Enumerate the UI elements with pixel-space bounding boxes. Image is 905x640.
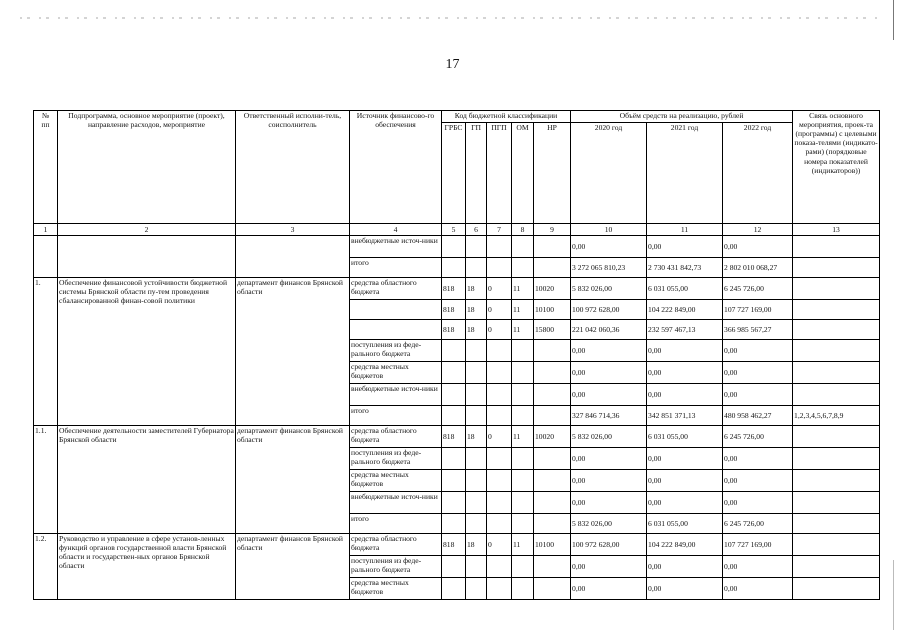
kbk-pgp: 0 bbox=[487, 278, 512, 300]
table-body bbox=[34, 236, 880, 600]
amount-y2020: 0,00 bbox=[571, 470, 647, 492]
column-number-cell: 10 bbox=[571, 224, 647, 236]
table-row bbox=[34, 278, 880, 300]
kbk-nr: 10100 bbox=[534, 300, 571, 320]
amount-y2021: 342 851 371,13 bbox=[647, 406, 723, 426]
kbk-grbs bbox=[442, 406, 466, 426]
column-number-cell: 4 bbox=[350, 224, 442, 236]
kbk-gp bbox=[466, 492, 487, 514]
amount-y2022: 0,00 bbox=[723, 448, 793, 470]
kbk-gp bbox=[466, 258, 487, 278]
amount-y2022: 0,00 bbox=[723, 340, 793, 362]
kbk-pgp bbox=[487, 236, 512, 258]
kbk-grbs: 818 bbox=[442, 278, 466, 300]
funding-source: средства областного бюджета bbox=[350, 534, 442, 556]
column-number-cell: 7 bbox=[487, 224, 512, 236]
funding-source: внебюджетные источ-ники bbox=[350, 236, 442, 258]
page-number: 17 bbox=[445, 57, 460, 72]
amount-y2021: 0,00 bbox=[647, 362, 723, 384]
indicator-link bbox=[793, 362, 880, 384]
column-number-cell: 5 bbox=[442, 224, 466, 236]
amount-y2022: 0,00 bbox=[723, 578, 793, 600]
funding-source: итого bbox=[350, 406, 442, 426]
amount-y2021: 0,00 bbox=[647, 236, 723, 258]
amount-y2022: 366 985 567,27 bbox=[723, 320, 793, 340]
kbk-nr bbox=[534, 258, 571, 278]
amount-y2020: 0,00 bbox=[571, 578, 647, 600]
kbk-nr bbox=[534, 340, 571, 362]
amount-y2022: 0,00 bbox=[723, 492, 793, 514]
amount-y2021: 0,00 bbox=[647, 578, 723, 600]
table-row bbox=[34, 236, 880, 258]
kbk-om bbox=[512, 578, 534, 600]
kbk-pgp bbox=[487, 362, 512, 384]
kbk-nr bbox=[534, 406, 571, 426]
kbk-pgp: 0 bbox=[487, 534, 512, 556]
kbk-pgp bbox=[487, 578, 512, 600]
kbk-om bbox=[512, 556, 534, 578]
funding-source: средства областного бюджета bbox=[350, 426, 442, 448]
amount-y2022: 107 727 169,00 bbox=[723, 300, 793, 320]
kbk-pgp bbox=[487, 470, 512, 492]
kbk-grbs bbox=[442, 578, 466, 600]
kbk-gp bbox=[466, 514, 487, 534]
executor-name: департамент финансов Брянской области bbox=[236, 278, 350, 426]
scan-dashed-line bbox=[20, 15, 880, 21]
column-number-cell: 2 bbox=[58, 224, 236, 236]
kbk-gp bbox=[466, 340, 487, 362]
amount-y2022: 0,00 bbox=[723, 236, 793, 258]
funding-source: итого bbox=[350, 514, 442, 534]
amount-y2021: 6 031 055,00 bbox=[647, 278, 723, 300]
funding-source: поступления из феде-рального бюджета bbox=[350, 448, 442, 470]
kbk-grbs bbox=[442, 362, 466, 384]
kbk-om: 11 bbox=[512, 534, 534, 556]
header-nr: НР bbox=[534, 123, 571, 224]
kbk-grbs: 818 bbox=[442, 320, 466, 340]
executor-name: департамент финансов Брянской области bbox=[236, 426, 350, 534]
indicator-link bbox=[793, 448, 880, 470]
indicator-link bbox=[793, 258, 880, 278]
row-number bbox=[34, 236, 58, 278]
amount-y2020: 0,00 bbox=[571, 340, 647, 362]
column-number-cell: 3 bbox=[236, 224, 350, 236]
funding-source: поступления из феде-рального бюджета bbox=[350, 340, 442, 362]
kbk-om bbox=[512, 258, 534, 278]
table-row bbox=[34, 534, 880, 556]
column-number-cell: 9 bbox=[534, 224, 571, 236]
kbk-om bbox=[512, 448, 534, 470]
amount-y2020: 0,00 bbox=[571, 448, 647, 470]
amount-y2021: 2 730 431 842,73 bbox=[647, 258, 723, 278]
table-row bbox=[34, 426, 880, 448]
kbk-gp: 18 bbox=[466, 278, 487, 300]
kbk-om bbox=[512, 340, 534, 362]
kbk-pgp: 0 bbox=[487, 426, 512, 448]
amount-y2021: 104 222 849,00 bbox=[647, 300, 723, 320]
column-number-cell: 13 bbox=[793, 224, 880, 236]
kbk-om bbox=[512, 492, 534, 514]
amount-y2020: 0,00 bbox=[571, 384, 647, 406]
column-number-cell: 12 bbox=[723, 224, 793, 236]
row-number: 1.1. bbox=[34, 426, 58, 534]
kbk-grbs bbox=[442, 236, 466, 258]
kbk-grbs bbox=[442, 514, 466, 534]
row-number: 1.2. bbox=[34, 534, 58, 600]
amount-y2021: 0,00 bbox=[647, 448, 723, 470]
kbk-grbs bbox=[442, 470, 466, 492]
indicator-link bbox=[793, 384, 880, 406]
funding-source: средства местных бюджетов bbox=[350, 470, 442, 492]
kbk-pgp bbox=[487, 448, 512, 470]
kbk-pgp bbox=[487, 384, 512, 406]
amount-y2021: 0,00 bbox=[647, 384, 723, 406]
amount-y2021: 6 031 055,00 bbox=[647, 426, 723, 448]
indicator-link bbox=[793, 514, 880, 534]
column-number-cell: 1 bbox=[34, 224, 58, 236]
program-name: Руководство и управление в сфере установ-ленных функций органов государственной власти Брянской области и государствен-ных органов Брянской области bbox=[58, 534, 236, 600]
amount-y2020: 100 972 628,00 bbox=[571, 534, 647, 556]
funding-source: итого bbox=[350, 258, 442, 278]
kbk-nr bbox=[534, 236, 571, 258]
amount-y2022: 6 245 726,00 bbox=[723, 426, 793, 448]
amount-y2022: 2 802 010 068,27 bbox=[723, 258, 793, 278]
kbk-gp: 18 bbox=[466, 320, 487, 340]
kbk-gp: 18 bbox=[466, 300, 487, 320]
amount-y2021: 0,00 bbox=[647, 492, 723, 514]
budget-table bbox=[33, 110, 880, 600]
kbk-nr bbox=[534, 448, 571, 470]
kbk-grbs bbox=[442, 448, 466, 470]
funding-source bbox=[350, 300, 442, 320]
funding-source: средства местных бюджетов bbox=[350, 578, 442, 600]
kbk-pgp: 0 bbox=[487, 300, 512, 320]
amount-y2022: 107 727 169,00 bbox=[723, 534, 793, 556]
funding-source: поступления из феде-рального бюджета bbox=[350, 556, 442, 578]
amount-y2020: 0,00 bbox=[571, 492, 647, 514]
kbk-pgp bbox=[487, 406, 512, 426]
kbk-gp: 18 bbox=[466, 534, 487, 556]
header-kbk: Код бюджетной классификации bbox=[442, 111, 571, 123]
header-num: № пп bbox=[34, 111, 58, 224]
funding-source bbox=[350, 320, 442, 340]
kbk-om bbox=[512, 384, 534, 406]
amount-y2020: 5 832 026,00 bbox=[571, 514, 647, 534]
kbk-om bbox=[512, 362, 534, 384]
kbk-gp bbox=[466, 362, 487, 384]
kbk-om bbox=[512, 470, 534, 492]
amount-y2022: 480 958 462,27 bbox=[723, 406, 793, 426]
header-pgp: ПГП bbox=[487, 123, 512, 224]
column-number-row bbox=[34, 224, 880, 236]
kbk-nr bbox=[534, 362, 571, 384]
amount-y2022: 0,00 bbox=[723, 362, 793, 384]
funding-source: внебюджетные источ-ники bbox=[350, 384, 442, 406]
amount-y2022: 0,00 bbox=[723, 470, 793, 492]
kbk-nr: 10100 bbox=[534, 534, 571, 556]
kbk-pgp: 0 bbox=[487, 320, 512, 340]
amount-y2020: 0,00 bbox=[571, 556, 647, 578]
amount-y2021: 104 222 849,00 bbox=[647, 534, 723, 556]
indicator-link bbox=[793, 340, 880, 362]
program-name: Обеспечение деятельности заместителей Губернатора Брянской области bbox=[58, 426, 236, 534]
amount-y2020: 0,00 bbox=[571, 362, 647, 384]
amount-y2020: 3 272 065 810,23 bbox=[571, 258, 647, 278]
amount-y2020: 0,00 bbox=[571, 236, 647, 258]
kbk-om: 11 bbox=[512, 320, 534, 340]
indicator-link bbox=[793, 492, 880, 514]
amount-y2020: 327 846 714,36 bbox=[571, 406, 647, 426]
amount-y2022: 6 245 726,00 bbox=[723, 514, 793, 534]
header-executor: Ответственный исполни-тель, соисполнитель bbox=[236, 111, 350, 224]
kbk-nr bbox=[534, 578, 571, 600]
kbk-nr: 10020 bbox=[534, 278, 571, 300]
amount-y2022: 0,00 bbox=[723, 556, 793, 578]
amount-y2022: 6 245 726,00 bbox=[723, 278, 793, 300]
funding-source: внебюджетные источ-ники bbox=[350, 492, 442, 514]
indicator-link bbox=[793, 578, 880, 600]
indicator-link bbox=[793, 300, 880, 320]
executor-name bbox=[236, 236, 350, 278]
amount-y2020: 100 972 628,00 bbox=[571, 300, 647, 320]
kbk-gp bbox=[466, 384, 487, 406]
kbk-pgp bbox=[487, 556, 512, 578]
kbk-nr bbox=[534, 492, 571, 514]
header-2022: 2022 год bbox=[723, 123, 793, 224]
kbk-nr: 10020 bbox=[534, 426, 571, 448]
funding-source: средства областного бюджета bbox=[350, 278, 442, 300]
kbk-gp bbox=[466, 448, 487, 470]
indicator-link: 1,2,3,4,5,6,7,8,9 bbox=[793, 406, 880, 426]
header-om: ОМ bbox=[512, 123, 534, 224]
header-link: Связь основного мероприятия, проек-та (программы) с целевыми показа-телями (индикато-рами) (порядковые номера показателей (индикаторов)) bbox=[793, 111, 880, 224]
kbk-gp bbox=[466, 556, 487, 578]
header-volume: Объём средств на реализацию, рублей bbox=[571, 111, 793, 123]
kbk-grbs bbox=[442, 492, 466, 514]
header-source: Источник финансово-го обеспечения bbox=[350, 111, 442, 224]
kbk-pgp bbox=[487, 340, 512, 362]
kbk-grbs: 818 bbox=[442, 300, 466, 320]
kbk-gp bbox=[466, 406, 487, 426]
kbk-gp: 18 bbox=[466, 426, 487, 448]
kbk-grbs bbox=[442, 340, 466, 362]
kbk-nr bbox=[534, 384, 571, 406]
row-number: 1. bbox=[34, 278, 58, 426]
kbk-pgp bbox=[487, 492, 512, 514]
indicator-link bbox=[793, 534, 880, 556]
header-2020: 2020 год bbox=[571, 123, 647, 224]
program-name: Обеспечение финансовой устойчивости бюджетной системы Брянской области пу-тем проведения сбалансированной финан-совой политики bbox=[58, 278, 236, 426]
kbk-grbs: 818 bbox=[442, 534, 466, 556]
kbk-om bbox=[512, 406, 534, 426]
header-gp: ГП bbox=[466, 123, 487, 224]
kbk-pgp bbox=[487, 258, 512, 278]
kbk-om bbox=[512, 236, 534, 258]
kbk-om: 11 bbox=[512, 278, 534, 300]
amount-y2022: 0,00 bbox=[723, 384, 793, 406]
column-number-cell: 8 bbox=[512, 224, 534, 236]
scan-edge-mark bbox=[893, 0, 894, 40]
kbk-gp bbox=[466, 470, 487, 492]
amount-y2021: 0,00 bbox=[647, 556, 723, 578]
executor-name: департамент финансов Брянской области bbox=[236, 534, 350, 600]
kbk-om: 11 bbox=[512, 300, 534, 320]
amount-y2020: 5 832 026,00 bbox=[571, 426, 647, 448]
funding-source: средства местных бюджетов bbox=[350, 362, 442, 384]
column-number-cell: 6 bbox=[466, 224, 487, 236]
indicator-link bbox=[793, 320, 880, 340]
kbk-grbs bbox=[442, 556, 466, 578]
program-name bbox=[58, 236, 236, 278]
kbk-pgp bbox=[487, 514, 512, 534]
kbk-nr: 15800 bbox=[534, 320, 571, 340]
indicator-link bbox=[793, 236, 880, 258]
kbk-grbs bbox=[442, 384, 466, 406]
table-header bbox=[34, 111, 880, 236]
amount-y2021: 0,00 bbox=[647, 470, 723, 492]
kbk-gp bbox=[466, 578, 487, 600]
header-grbs: ГРБС bbox=[442, 123, 466, 224]
amount-y2021: 6 031 055,00 bbox=[647, 514, 723, 534]
header-2021: 2021 год bbox=[647, 123, 723, 224]
amount-y2021: 0,00 bbox=[647, 340, 723, 362]
scan-edge-mark-lower bbox=[893, 560, 894, 630]
kbk-grbs: 818 bbox=[442, 426, 466, 448]
kbk-gp bbox=[466, 236, 487, 258]
kbk-grbs bbox=[442, 258, 466, 278]
header-program: Подпрограмма, основное мероприятие (проект), направление расходов, мероприятие bbox=[58, 111, 236, 224]
kbk-nr bbox=[534, 514, 571, 534]
indicator-link bbox=[793, 278, 880, 300]
amount-y2020: 5 832 026,00 bbox=[571, 278, 647, 300]
indicator-link bbox=[793, 470, 880, 492]
kbk-nr bbox=[534, 556, 571, 578]
kbk-nr bbox=[534, 470, 571, 492]
amount-y2021: 232 597 467,13 bbox=[647, 320, 723, 340]
kbk-om bbox=[512, 514, 534, 534]
column-number-cell: 11 bbox=[647, 224, 723, 236]
amount-y2020: 221 042 060,36 bbox=[571, 320, 647, 340]
kbk-om: 11 bbox=[512, 426, 534, 448]
indicator-link bbox=[793, 426, 880, 448]
indicator-link bbox=[793, 556, 880, 578]
